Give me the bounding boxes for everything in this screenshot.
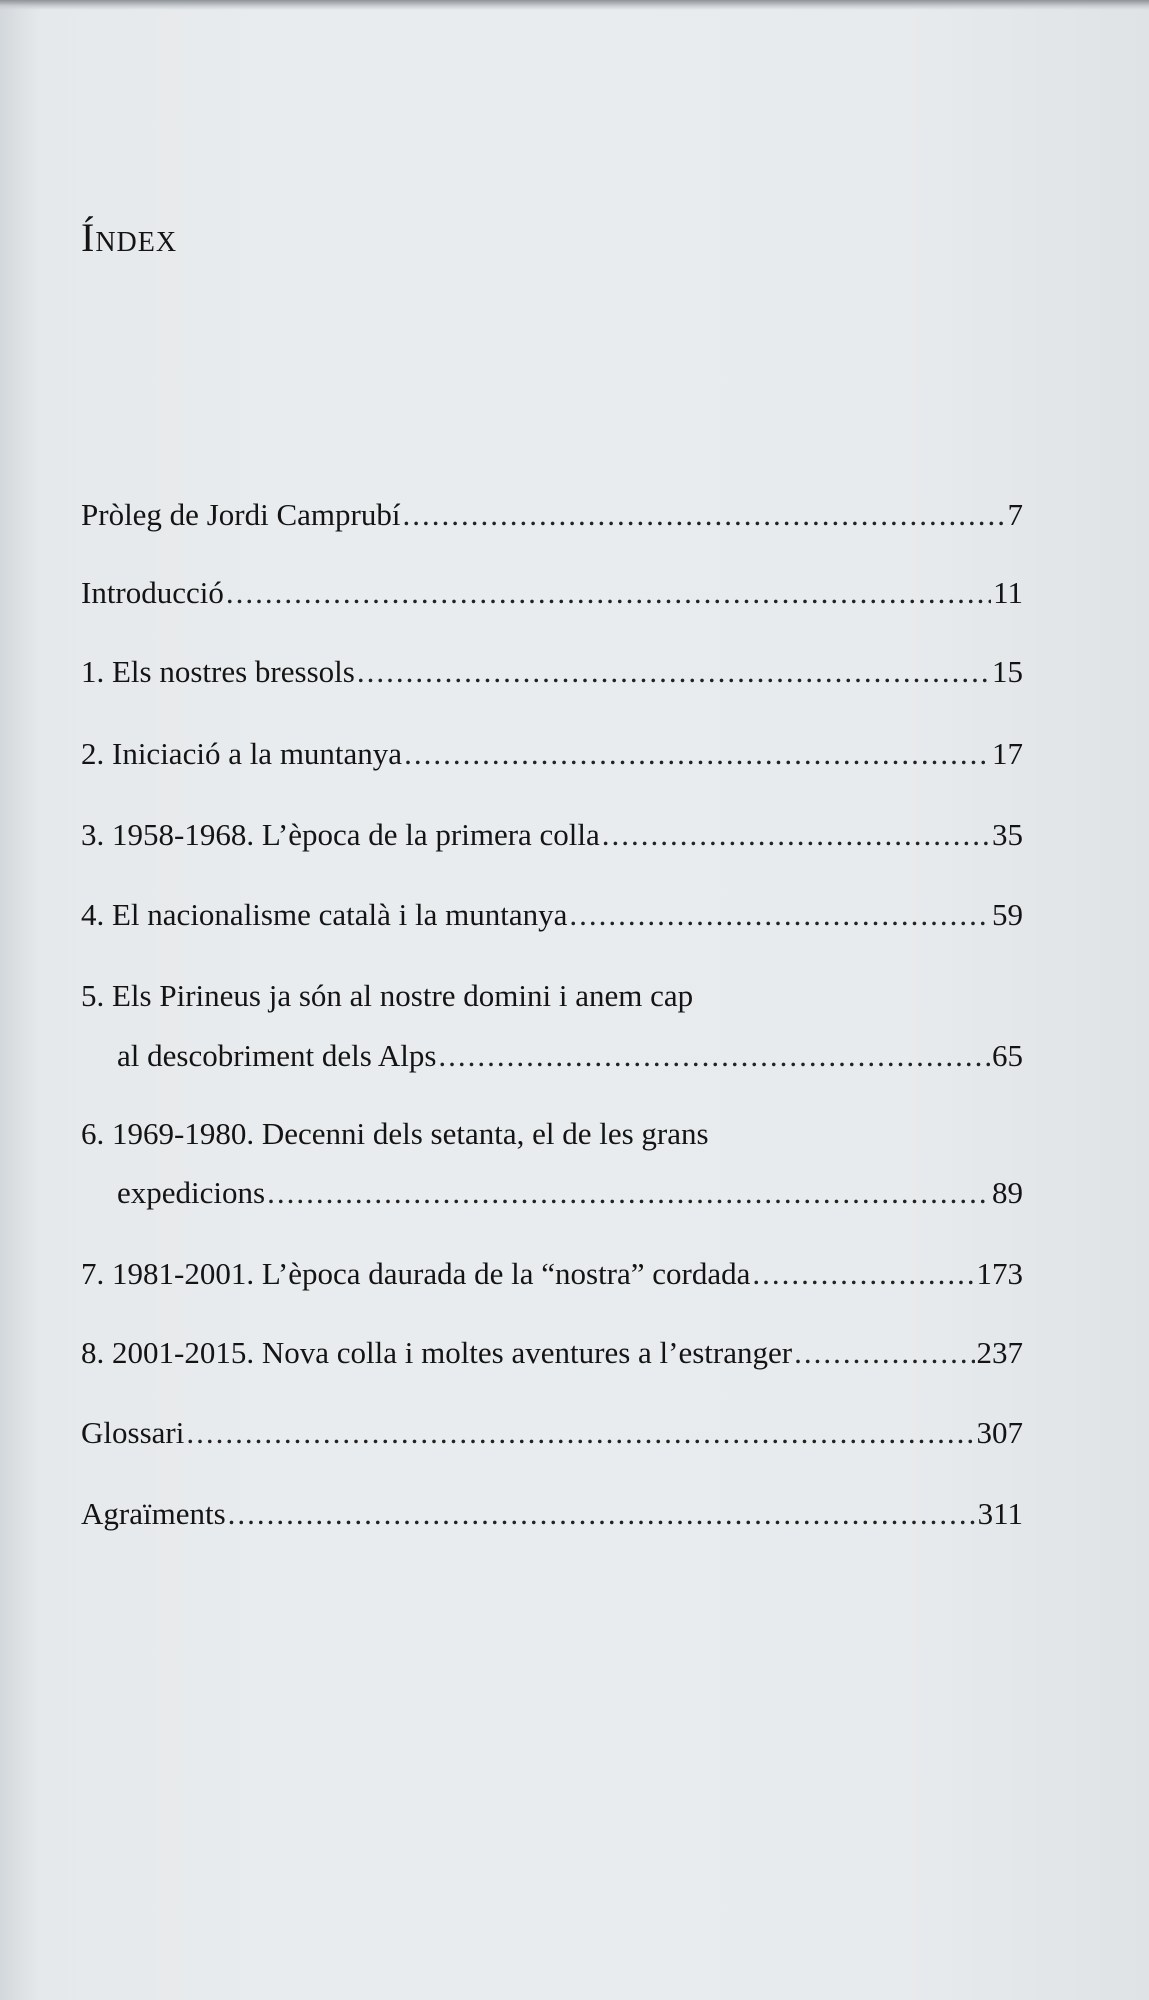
toc-entry-page: 237: [976, 1335, 1023, 1370]
toc-entry-page: 17: [992, 736, 1023, 771]
toc-entry-chapter-3: [81, 815, 1023, 855]
toc-entry-chapter-6-line1: 6. 1969-1980. Decenni dels setanta, el de les grans: [81, 1116, 709, 1151]
toc-entry-page: 15: [992, 654, 1023, 689]
toc-entry-title: Introducció: [81, 575, 224, 610]
toc-entry-chapter-2: [81, 734, 1023, 774]
toc-entry-title: 8. 2001-2015. Nova colla i moltes aventures a l’estranger: [81, 1335, 793, 1370]
leader-dots: [402, 495, 1005, 535]
toc-entry-chapter-6: [117, 1173, 1023, 1213]
toc-entry-chapter-4: [81, 895, 1023, 935]
toc-entry-page: 307: [976, 1415, 1023, 1450]
toc-entry-page: 59: [992, 897, 1023, 932]
toc-entry-page: 89: [992, 1175, 1023, 1210]
toc-entry-chapter-5-line1: 5. Els Pirineus ja són al nostre domini i anem cap: [81, 978, 694, 1013]
toc-entry-title: 3. 1958-1968. L’època de la primera colla: [81, 817, 600, 852]
toc-entry-title: Glossari: [81, 1415, 185, 1450]
leader-dots: [602, 815, 990, 855]
toc-entry-title: 1. Els nostres bressols: [81, 654, 355, 689]
toc-entry-title: Agraïments: [81, 1496, 226, 1531]
toc-entry-page: 65: [992, 1038, 1023, 1073]
toc-entry-title: expedicions: [117, 1175, 266, 1210]
toc-entry-chapter-7: [81, 1254, 1023, 1294]
page-edge-shadow: [0, 0, 1149, 10]
leader-dots: [438, 1036, 990, 1076]
toc-entry-page: 311: [977, 1496, 1023, 1531]
toc-entry-title: 7. 1981-2001. L’època daurada de la “nostra” cordada: [81, 1256, 751, 1291]
leader-dots: [186, 1413, 974, 1453]
leader-dots: [794, 1333, 974, 1373]
leader-dots: [228, 1494, 976, 1534]
leader-dots: [226, 573, 991, 613]
toc-entry-chapter-8: [81, 1333, 1023, 1373]
toc-entry-title: 2. Iniciació a la muntanya: [81, 736, 403, 771]
toc-entry-title: al descobriment dels Alps: [117, 1038, 437, 1073]
toc-entry-page: 7: [1007, 497, 1023, 532]
toc-entry-title: Pròleg de Jordi Camprubí: [81, 497, 401, 532]
toc-entry-title: 4. El nacionalisme català i la muntanya: [81, 897, 568, 932]
toc-entry-acknowledgements: [81, 1494, 1023, 1534]
toc-entry-page: 173: [976, 1256, 1023, 1291]
page-title: Índex: [81, 215, 178, 260]
leader-dots: [752, 1254, 974, 1294]
toc-entry-page: 35: [992, 817, 1023, 852]
leader-dots: [569, 895, 990, 935]
toc-entry-chapter-1: [81, 652, 1023, 692]
toc-entry-page: 11: [993, 575, 1023, 610]
leader-dots: [357, 652, 990, 692]
toc-entry-prolog: [81, 495, 1023, 535]
toc-entry-introduction: [81, 573, 1023, 613]
leader-dots: [404, 734, 990, 774]
leader-dots: [267, 1173, 990, 1213]
toc-entry-chapter-5: [117, 1036, 1023, 1076]
toc-entry-glossary: [81, 1413, 1023, 1453]
